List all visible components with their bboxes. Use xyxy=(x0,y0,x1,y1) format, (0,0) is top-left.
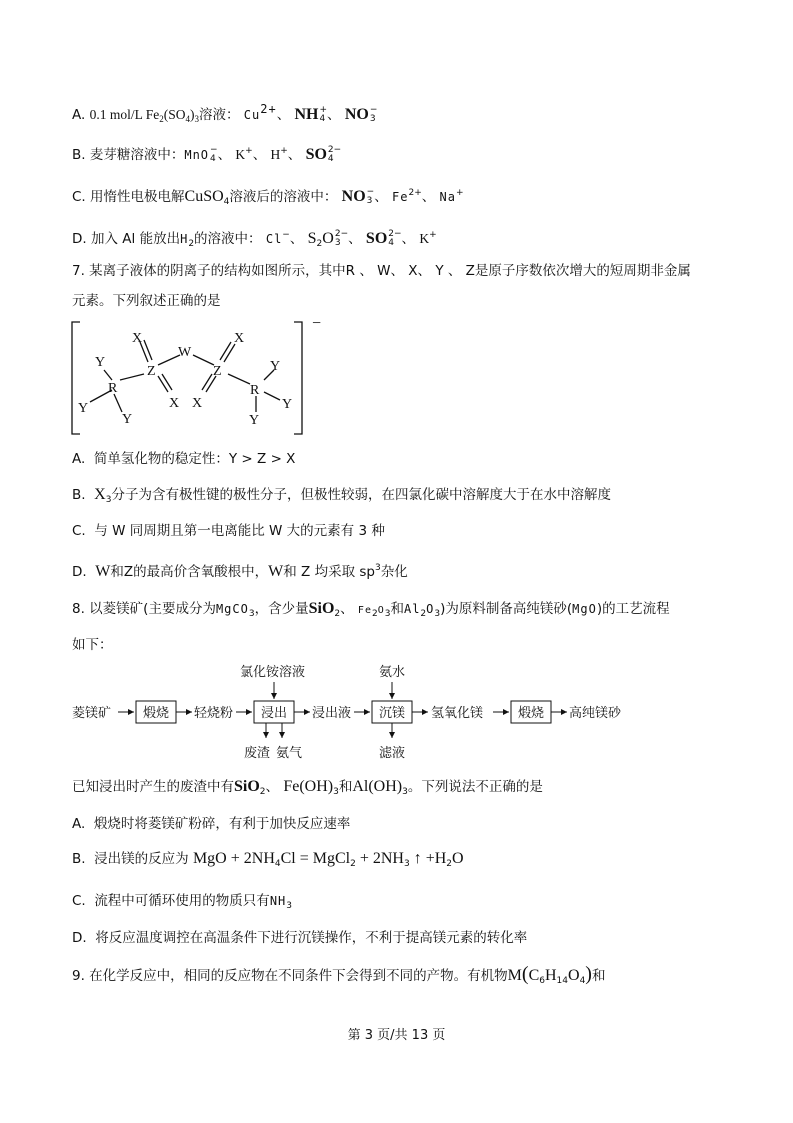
q8-stem-line-2: 如下： xyxy=(72,637,113,653)
flow-node-product: 高纯镁砂 xyxy=(569,706,622,721)
q8-option-d: D. 将反应温度调控在高温条件下进行沉镁操作，不利于提高镁元素的转化率 xyxy=(72,930,528,946)
q7-stem-line-1: 7. 某离子液体的阴离子的结构如图所示，其中R 、 W、 X、 Y 、 Z是原子序数依次增大的短周期非金属 xyxy=(72,263,691,279)
atom-y: Y xyxy=(95,355,106,370)
atom-r: R xyxy=(108,381,118,396)
flow-node-magnesite: 菱镁矿 xyxy=(72,706,112,721)
atom-x: X xyxy=(169,396,180,411)
atom-z: Z xyxy=(213,364,222,379)
flow-output-filtrate: 滤液 xyxy=(379,746,406,761)
atom-y: Y xyxy=(282,397,293,412)
atom-y: Y xyxy=(78,401,89,416)
q7-option-a: A. 简单氢化物的稳定性：Y > Z > X xyxy=(72,451,296,467)
q8-stem-line-1: 8. 以菱镁矿(主要成分为MgCO$_3$，含少量SiO$_2$、 $Fe_2O_3$和$Al_2O_3$)为原料制备高纯镁砂(MgO)的工艺流程 xyxy=(72,600,670,619)
atom-y: Y xyxy=(122,412,133,427)
flow-node-mg-hydroxide: 氢氧化镁 xyxy=(431,706,484,721)
q7-stem-line-2: 元素。下列叙述正确的是 xyxy=(72,293,221,309)
anion-charge: − xyxy=(312,318,322,332)
flow-step-precipitate: 沉镁 xyxy=(379,706,406,721)
atom-r: R xyxy=(250,383,260,398)
q9-stem: 9. 在化学反应中，相同的反应物在不同条件下会得到不同的产物。有机物$M(C_6H_{14}O_4)$和 xyxy=(72,963,606,986)
atom-z: Z xyxy=(147,364,156,379)
q6-option-c: C. 用惰性电极电解CuSO$_4$溶液后的溶液中： NO − 3 、 $Fe^{2+}$、 Na+ xyxy=(72,187,464,207)
process-flow-diagram xyxy=(68,660,668,766)
flow-step-calcine-2: 煅烧 xyxy=(518,706,545,721)
flow-output-ammonia-gas: 氨气 xyxy=(276,746,303,761)
flow-step-calcine: 煅烧 xyxy=(143,706,170,721)
q6-option-a: A. 0.1 mol/L $Fe_2(SO_4)_3$溶液： $Cu^{2+}$、 NH + 4 、 NO − 3 xyxy=(72,102,378,124)
q7-option-c: C. 与 W 同周期且第一电离能比 W 大的元素有 3 种 xyxy=(72,523,385,539)
q8-option-b: B. 浸出镁的反应为 MgO + $2NH_4Cl$ = MgCl$_2$ + $2NH_3$ ↑ $+H_2O$ xyxy=(72,850,464,869)
q6-option-b: B. 麦芽糖溶液中：MnO − 4 、 K+、 H+、 SO 2− 4 xyxy=(72,145,342,164)
page-footer: 第 3 页/共 13 页 xyxy=(347,1028,446,1043)
flow-output-residue: 废渣 xyxy=(244,746,271,761)
atom-y: Y xyxy=(270,359,281,374)
anion-structure-diagram xyxy=(68,318,328,440)
q8-option-c: C. 流程中可循环使用的物质只有$NH_3$ xyxy=(72,893,292,911)
flow-node-light-powder: 轻烧粉 xyxy=(194,706,234,721)
flow-input-nh4cl: 氯化铵溶液 xyxy=(240,665,306,680)
atom-x: X xyxy=(132,331,143,346)
q8-option-a: A. 煅烧时将菱镁矿粉碎，有利于加快反应速率 xyxy=(72,816,351,832)
flow-step-leach: 浸出 xyxy=(261,706,288,721)
q7-option-d: D. W和Z的最高价含氧酸根中，W和 Z 均采取 $sp^3$杂化 xyxy=(72,563,408,580)
atom-w: W xyxy=(178,345,192,360)
atom-y: Y xyxy=(249,413,260,428)
flow-input-ammonia: 氨水 xyxy=(379,665,406,680)
atom-x: X xyxy=(234,331,245,346)
q7-option-b: B. $X_3$分子为含有极性键的极性分子，但极性较弱，在四氯化碳中溶解度大于在水中溶解度 xyxy=(72,486,611,505)
q8-known: 已知浸出时产生的废渣中有SiO$_2$、 $Fe(OH)_3$和$Al(OH)_3$。下列说法不正确的是 xyxy=(72,778,543,797)
flow-node-leachate: 浸出液 xyxy=(312,706,352,721)
atom-x: X xyxy=(192,396,203,411)
q6-option-d: D. 加入 Al 能放出$H_2$的溶液中： Cl−、 $S_2O$ 2− 3 、 SO 2− 4 、 K+ xyxy=(72,229,437,249)
